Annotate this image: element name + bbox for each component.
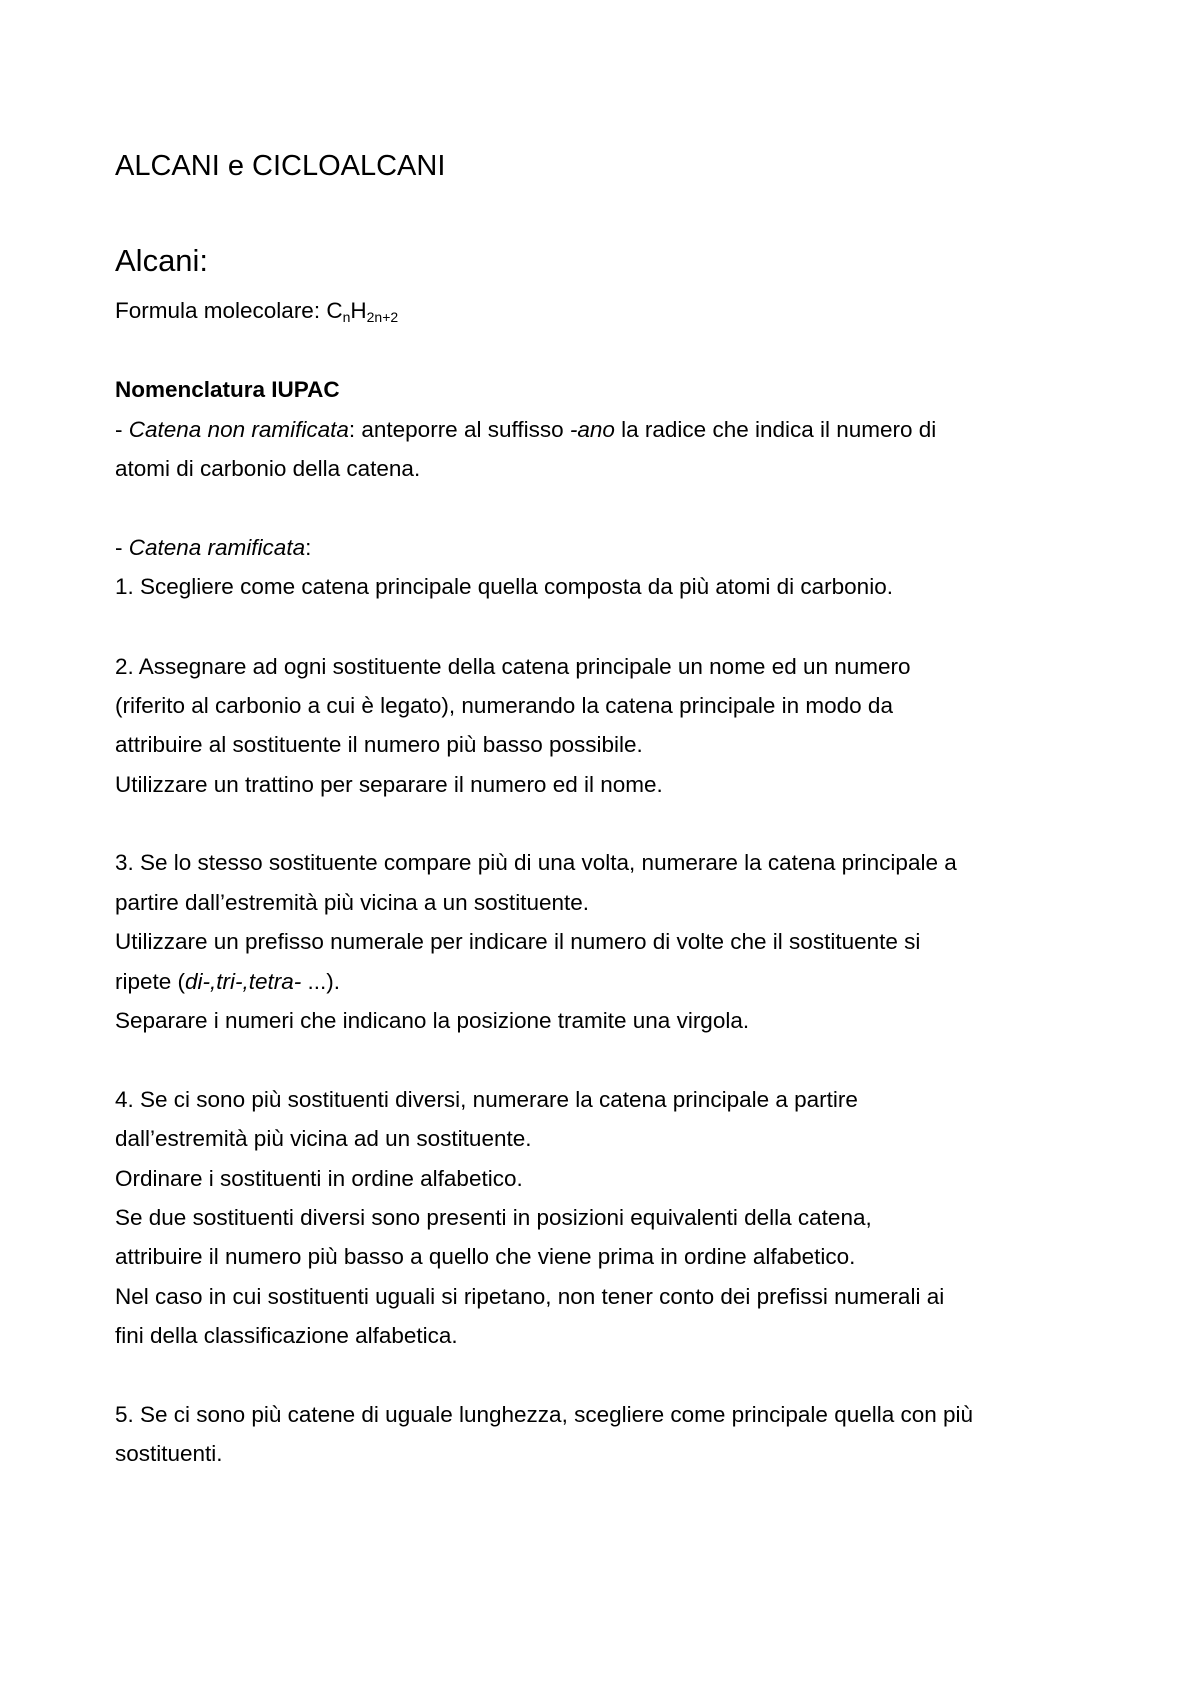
rule-4-line: 4. Se ci sono più sostituenti diversi, numerare la catena principale a partire bbox=[115, 1087, 858, 1112]
rule-5-line: 5. Se ci sono più catene di uguale lunghezza, scegliere come principale quella con più bbox=[115, 1402, 974, 1427]
formula-label: Formula molecolare: bbox=[115, 298, 327, 323]
document-title: ALCANI e CICLOALCANI bbox=[115, 150, 446, 182]
rule-2-line: (riferito al carbonio a cui è legato), numerando la catena principale in modo da bbox=[115, 693, 893, 718]
unbranched-term: Catena non ramificata bbox=[128, 417, 349, 442]
unbranched-text-cont: la radice che indica il numero di bbox=[614, 417, 937, 442]
rule-2-line: attribuire al sostituente il numero più basso possibile. bbox=[115, 732, 643, 757]
rule-3-line-ripete bbox=[115, 967, 340, 997]
molecular-formula bbox=[115, 296, 398, 326]
section-heading: Alcani: bbox=[115, 243, 209, 278]
rule-3-line: Utilizzare un prefisso numerale per indicare il numero di volte che il sostituente si bbox=[115, 929, 921, 954]
nomenclature-heading: Nomenclatura IUPAC bbox=[115, 377, 340, 402]
formula-h: H bbox=[350, 298, 367, 323]
branched-heading bbox=[115, 533, 311, 563]
rule-2-line: 2. Assegnare ad ogni sostituente della catena principale un nome ed un numero bbox=[115, 654, 911, 679]
ripete-text-end: ...). bbox=[301, 969, 341, 994]
formula-c-subscript: n bbox=[342, 309, 351, 325]
unbranched-rule-line-2: atomi di carbonio della catena. bbox=[115, 456, 421, 481]
formula-c: C bbox=[326, 298, 343, 323]
rule-4-line: fini della classificazione alfabetica. bbox=[115, 1323, 458, 1348]
rule-2-line: Utilizzare un trattino per separare il numero ed il nome. bbox=[115, 772, 663, 797]
unbranched-text: : anteporre al suffisso bbox=[348, 417, 570, 442]
bullet-dash: - bbox=[115, 535, 129, 560]
rule-4-line: Se due sostituenti diversi sono presenti in posizioni equivalenti della catena, bbox=[115, 1205, 872, 1230]
rule-1: 1. Scegliere come catena principale quella composta da più atomi di carbonio. bbox=[115, 574, 893, 599]
formula-h-subscript: 2n+2 bbox=[366, 309, 399, 325]
rule-5-line: sostituenti. bbox=[115, 1441, 223, 1466]
numeral-prefixes: di-,tri-,tetra- bbox=[185, 969, 302, 994]
rule-3-line: 3. Se lo stesso sostituente compare più di una volta, numerare la catena principale a bbox=[115, 850, 957, 875]
suffix-ano: -ano bbox=[569, 417, 615, 442]
rule-4-line: dall’estremità più vicina ad un sostituente. bbox=[115, 1126, 532, 1151]
rule-4-line: Ordinare i sostituenti in ordine alfabetico. bbox=[115, 1166, 523, 1191]
rule-4-line: Nel caso in cui sostituenti uguali si ripetano, non tener conto dei prefissi numerali ai bbox=[115, 1284, 945, 1309]
branched-term: Catena ramificata bbox=[128, 535, 306, 560]
rule-3-line: partire dall’estremità più vicina a un sostituente. bbox=[115, 890, 589, 915]
bullet-dash: - bbox=[115, 417, 129, 442]
unbranched-rule-line-1 bbox=[115, 415, 936, 445]
ripete-text: ripete ( bbox=[115, 969, 186, 994]
colon: : bbox=[305, 535, 312, 560]
rule-4-line: attribuire il numero più basso a quello che viene prima in ordine alfabetico. bbox=[115, 1244, 856, 1269]
rule-3-line: Separare i numeri che indicano la posizione tramite una virgola. bbox=[115, 1008, 750, 1033]
